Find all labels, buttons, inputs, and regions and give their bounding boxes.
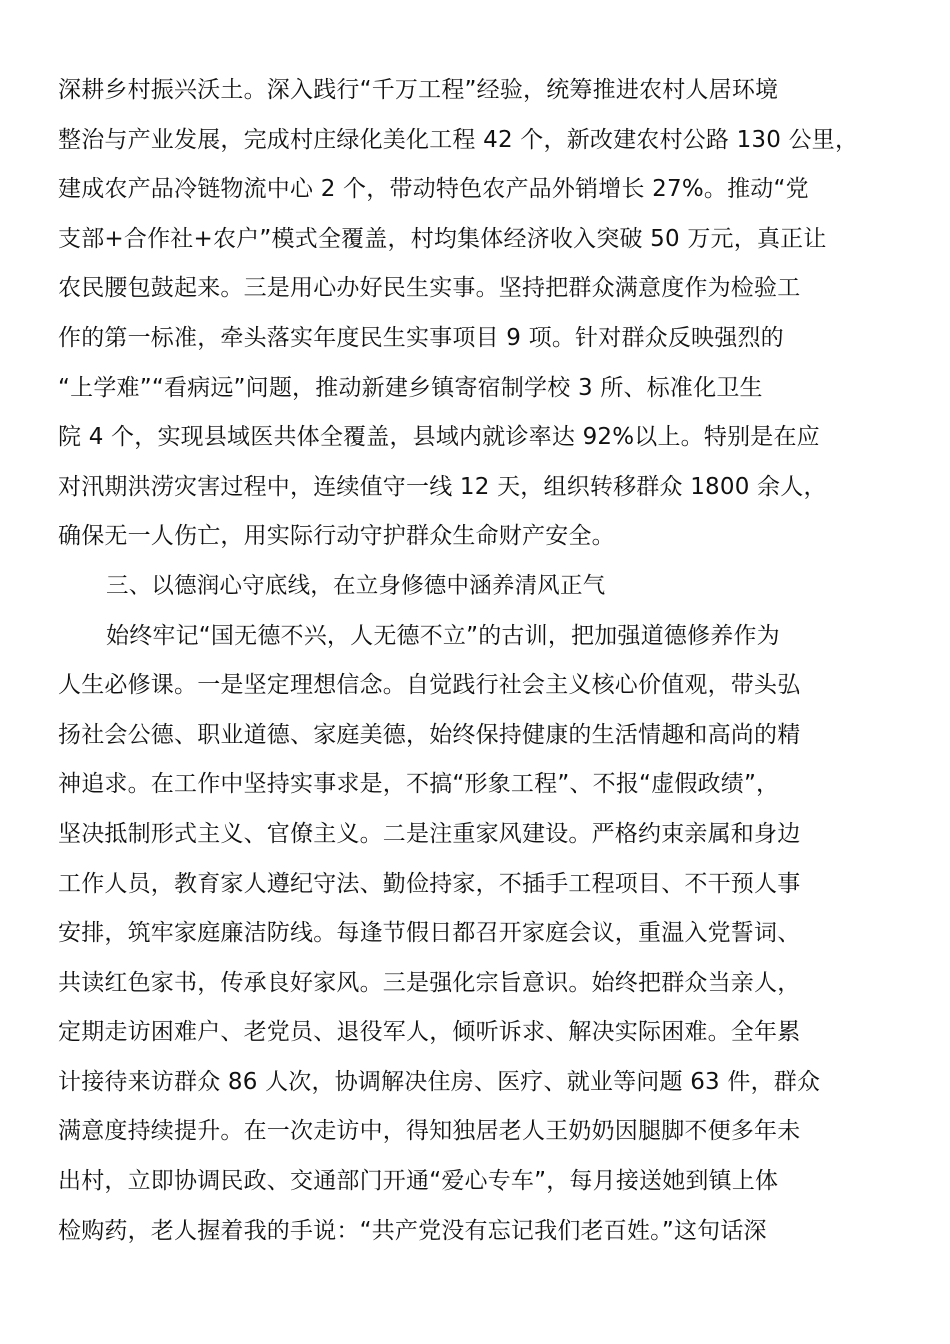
paragraph-line: 建成农产品冷链物流中心 2 个，带动特色农产品外销增长 27%。推动“党: [58, 176, 809, 203]
paragraph-line: 农民腰包鼓起来。三是用心办好民生实事。坚持把群众满意度作为检验工: [58, 275, 801, 302]
document-body: [58, 66, 898, 1256]
paragraph-line: 工作人员，教育家人遵纪守法、勤俭持家，不插手工程项目、不干预人事: [58, 870, 801, 897]
paragraph-line: 坚决抵制形式主义、官僚主义。二是注重家风建设。严格约束亲属和身边: [58, 820, 801, 847]
paragraph-line: “上学难”“看病远”问题，推动新建乡镇寄宿制学校 3 所、标准化卫生: [58, 374, 763, 401]
paragraph-line: 神追求。在工作中坚持实事求是，不搞“形象工程”、不报“虚假政绩”，: [58, 771, 780, 798]
section-heading: 三、以德润心守底线，在立身修德中涵养清风正气: [106, 572, 606, 599]
paragraph-line: 定期走访困难户、老党员、退役军人，倾听诉求、解决实际困难。全年累: [58, 1019, 801, 1046]
paragraph-line: 始终牢记“国无德不兴，人无德不立”的古训，把加强道德修养作为: [106, 622, 780, 649]
paragraph-line: 检购药，老人握着我的手说：“共产党没有忘记我们老百姓。”这句话深: [58, 1217, 767, 1244]
paragraph-line: 出村，立即协调民政、交通部门开通“爱心专车”，每月接送她到镇上体: [58, 1168, 779, 1195]
paragraph-line: 作的第一标准，牵头落实年度民生实事项目 9 项。针对群众反映强烈的: [58, 324, 784, 351]
paragraph-line: 共读红色家书，传承良好家风。三是强化宗旨意识。始终把群众当亲人，: [58, 969, 801, 996]
paragraph-line: 安排，筑牢家庭廉洁防线。每逢节假日都召开家庭会议，重温入党誓词、: [58, 920, 801, 947]
paragraph-line: 满意度持续提升。在一次走访中，得知独居老人王奶奶因腿脚不便多年未: [58, 1118, 801, 1145]
paragraph-line: 支部+合作社+农户”模式全覆盖，村均集体经济收入突破 50 万元，真正让: [58, 225, 827, 252]
paragraph-line: 计接待来访群众 86 人次，协调解决住房、医疗、就业等问题 63 件，群众: [58, 1068, 821, 1095]
paragraph-line: 院 4 个，实现县域医共体全覆盖，县域内就诊率达 92%以上。特别是在应: [58, 424, 820, 451]
paragraph-line: 扬社会公德、职业道德、家庭美德，始终保持健康的生活情趣和高尚的精: [58, 721, 801, 748]
paragraph-line: 对汛期洪涝灾害过程中，连续值守一线 12 天，组织转移群众 1800 余人，: [58, 473, 827, 500]
paragraph-line: 深耕乡村振兴沃土。深入践行“千万工程”经验，统筹推进农村人居环境: [58, 77, 779, 103]
paragraph-line: 人生必修课。一是坚定理想信念。自觉践行社会主义核心价值观，带头弘: [58, 672, 801, 699]
paragraph-line: 确保无一人伤亡，用实际行动守护群众生命财产安全。: [58, 523, 615, 550]
paragraph-line: 整治与产业发展，完成村庄绿化美化工程 42 个，新改建农村公路 130 公里，: [58, 126, 859, 153]
